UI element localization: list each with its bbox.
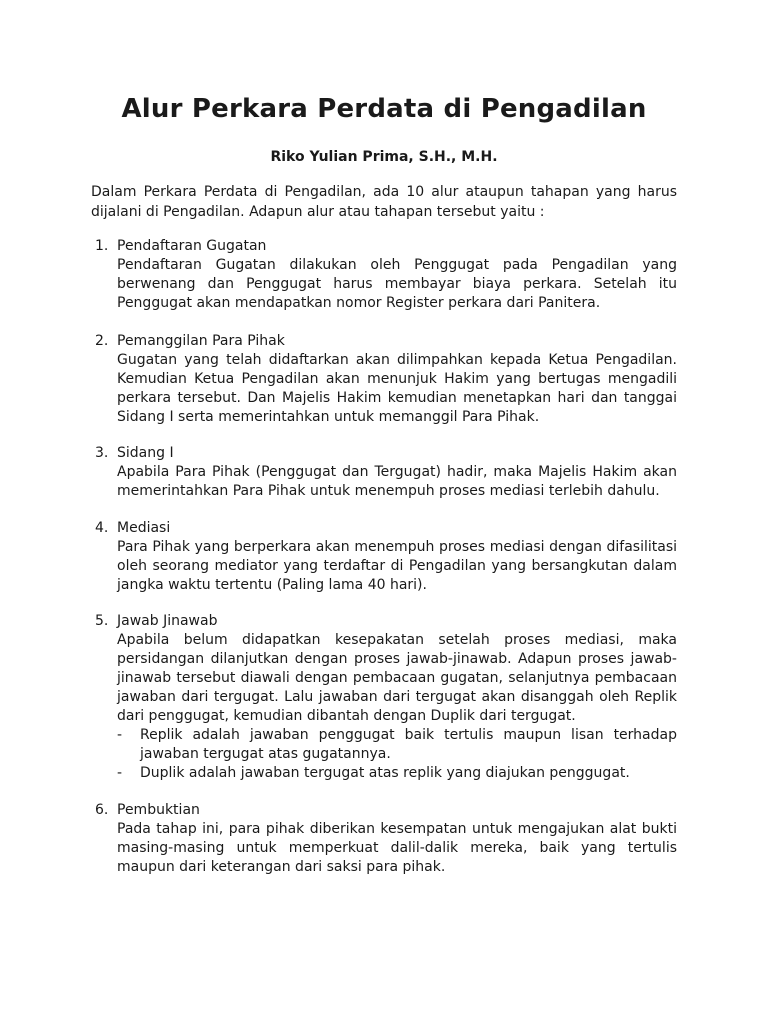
item-heading: Pemanggilan Para Pihak xyxy=(117,333,285,349)
item-number: 1. xyxy=(95,238,109,254)
list-item xyxy=(91,332,677,427)
item-body: Gugatan yang telah didaftarkan akan dilimpahkan kepada Ketua Pengadilan. Kemudian Ketua Pengadilan akan menunjuk Hakim yang bertugas mengadili perkara tersebut. Dan Majelis Hakim kemudian menetapkan hari dan tanggai Sidang I serta memerintahkan untuk memanggil Para Pihak. xyxy=(117,352,677,425)
sub-item-text: Duplik adalah jawaban tergugat atas replik yang diajukan penggugat. xyxy=(140,765,630,781)
document-title: Alur Perkara Perdata di Pengadilan xyxy=(121,94,647,124)
sub-item xyxy=(117,764,677,783)
list-item xyxy=(91,519,677,595)
sub-item-dash: - xyxy=(117,727,123,743)
item-heading: Pembuktian xyxy=(117,802,200,818)
document-author: Riko Yulian Prima, S.H., M.H. xyxy=(270,149,498,165)
item-body: Apabila Para Pihak (Penggugat dan Tergugat) hadir, maka Majelis Hakim akan memerintahkan Para Pihak untuk menempuh proses mediasi terlebih dahulu. xyxy=(117,464,677,499)
item-heading: Jawab Jinawab xyxy=(117,613,218,629)
sub-item-text: Replik adalah jawaban penggugat baik tertulis maupun lisan terhadap jawaban tergugat atas gugatannya. xyxy=(140,727,677,762)
item-number: 4. xyxy=(95,520,109,536)
intro-paragraph: Dalam Perkara Perdata di Pengadilan, ada 10 alur ataupun tahapan yang harus dijalani di Pengadilan. Adapun alur atau tahapan tersebut yaitu : xyxy=(91,184,677,220)
item-number: 5. xyxy=(95,613,109,629)
list-item xyxy=(91,801,677,877)
list-item xyxy=(91,237,677,313)
sub-item xyxy=(117,726,677,764)
item-body: Pendaftaran Gugatan dilakukan oleh Penggugat pada Pengadilan yang berwenang dan Penggugat harus membayar biaya perkara. Setelah itu Penggugat akan mendapatkan nomor Register perkara dari Panitera. xyxy=(117,257,677,311)
item-number: 2. xyxy=(95,333,109,349)
item-body: Para Pihak yang berperkara akan menempuh proses mediasi dengan difasilitasi oleh seorang mediator yang terdaftar di Pengadilan yang bersangkutan dalam jangka waktu tertentu (Paling lama 40 hari). xyxy=(117,539,677,593)
item-number: 6. xyxy=(95,802,109,818)
list-item xyxy=(91,444,677,501)
item-heading: Sidang I xyxy=(117,445,174,461)
item-number: 3. xyxy=(95,445,109,461)
item-body: Pada tahap ini, para pihak diberikan kesempatan untuk mengajukan alat bukti masing-masing untuk memperkuat dalil-dalik mereka, baik yang tertulis maupun dari keterangan dari saksi para pihak. xyxy=(117,821,677,875)
item-heading: Pendaftaran Gugatan xyxy=(117,238,267,254)
item-body: Apabila belum didapatkan kesepakatan setelah proses mediasi, maka persidangan dilanjutkan dengan proses jawab-jinawab. Adapun proses jawab-jinawab tersebut diawali dengan pembacaan gugatan, selanjutnya pembacaan jawaban dari tergugat. Lalu jawaban dari tergugat akan disanggah oleh Replik dari penggugat, kemudian dibantah dengan Duplik dari tergugat. xyxy=(117,632,677,724)
list-item xyxy=(91,612,677,783)
item-heading: Mediasi xyxy=(117,520,171,536)
sub-item-dash: - xyxy=(117,765,123,781)
